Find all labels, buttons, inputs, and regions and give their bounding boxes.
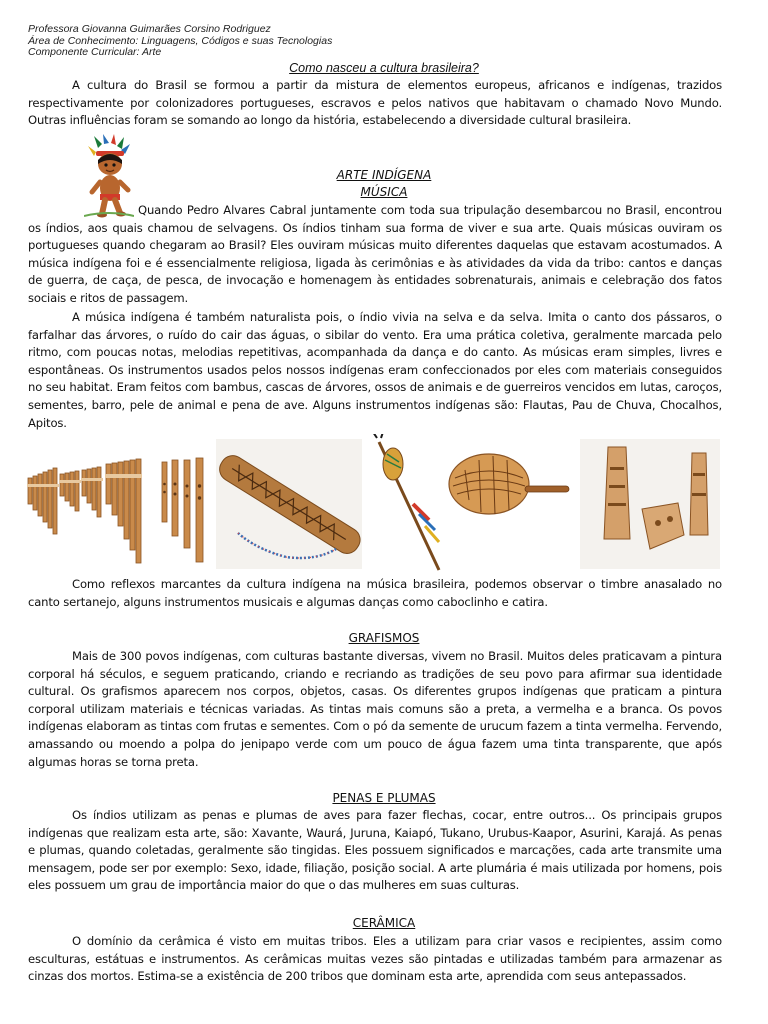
clay-whistle-icon (580, 439, 720, 569)
musica-paragraph-1: Quando Pedro Alvares Cabral juntamente com toda sua tripulação desembarcou no Brasil, encontrou os índios, aos quais chamou de selvagens. Os índios tinham sua forma de viver e sua arte. Quais músicas ouviram os portugueses quando chegaram ao Brasil? Eles ouviram músicas muito diferentes daquelas que estavam acostumados. A música indígena foi e é essencialmente religiosa, ligada às cerimônias e às atividades da vida da tribo: cantos e danças de guerra, de caça, de pesca, de invocação e homenagem às entidades sobrenaturais, animais e celebração dos fatos sociais e ritos de passagem. (28, 203, 722, 305)
document-header (28, 24, 332, 59)
section-heading-arte-indigena: ARTE INDÍGENA (336, 168, 432, 182)
teacher-name: Professora Giovanna Guimarães Corsino Rodriguez (28, 23, 271, 35)
section-heading-penas-e-plumas: PENAS E PLUMAS (332, 791, 436, 805)
rainstick-icon (216, 439, 362, 569)
curricular-component: Componente Curricular: Arte (28, 46, 162, 58)
musica-paragraph-3: Como reflexos marcantes da cultura indígena na música brasileira, podemos observar o timbre anasalado no canto sertanejo, alguns instrumentos musicais e algumas danças como caboclinho e catira. (28, 577, 722, 609)
musica-paragraph-2: A música indígena é também naturalista pois, o índio vivia na selva e da selva. Imita o canto dos pássaros, o farfalhar das árvores, o ruído do cair das águas, o sibilar do vento. Era uma prática coletiva, geralmente marcada pelo ritmo, com poucas notas, melodias repetitivas, acompanhada da dança e do canto. As músicas eram simples, livres e espontâneas. Os instrumentos usados pelos nossos indígenas eram confeccionados por eles com materiais conseguidos no seu habitat. Eram feitos com bambus, cascas de árvores, ossos de animais e de guerreiros vencidos em lutas, caroços, sementes, barro, pele de animal e pena de ave. Alguns instrumentos indígenas são: Flautas, Pau de Chuva, Chocalhos, Apitos. (28, 310, 722, 430)
ceramica-paragraph: O domínio da cerâmica é visto em muitas tribos. Eles a utilizam para criar vasos e recipientes, assim como esculturas, estátuas e instrumentos. As cerâmicas muitas vezes são pintadas e utilizadas também para armazenar as cinzas dos mortos. Estima-se a existência de 200 tribos que dominam esta arte, aprendida com seus antepassados. (28, 934, 722, 984)
section-heading-grafismos: GRAFISMOS (348, 631, 420, 645)
intro-paragraph: A cultura do Brasil se formou a partir da mistura de elementos europeus, africanos e indígenas, trazidos respectivamente por colonizadores portugueses, escravos e pelos nativos que habitavam o chamado Novo Mundo. Outras influências foram se somando ao longo da história, estabelecendo a diversidade cultural brasileira. (28, 78, 722, 128)
penas-paragraph: Os índios utilizam as penas e plumas de aves para fazer flechas, cocar, entre outros... Os principais grupos indígenas que realizam esta arte, são: Xavante, Waurá, Juruna, Kaiapó, Tukano, Urubus-Kaapor, Asurini, Karajá. As penas e plumas, quando coletadas, geralmente são tingidas. Eles possuem significados e marcações, cada arte transmite uma mensagem, pode ser por exemplo: Sexo, idade, filiação, posição social. A arte plumária é mais utilizada por homens, pois eles possuem um grau de importância maior do que o das mulheres em suas culturas. (28, 808, 722, 893)
section-heading-musica: MÚSICA (360, 185, 408, 199)
section-heading-ceramica: CERÂMICA (352, 916, 416, 930)
page-title: Como nasceu a cultura brasileira? (289, 61, 479, 75)
grafismos-paragraph: Mais de 300 povos indígenas, com culturas bastante diversas, vivem no Brasil. Muitos deles praticavam a pintura corporal há séculos, e seguem praticando, criando e recriando as tradições de seu povo para afirmar sua identidade cultural. Os grafismos aparecem nos corpos, objetos, casas. Os diferentes grupos indígenas que praticam a pintura corporal utilizam materiais e técnicas variadas. As tintas mais comuns são a preta, a vermelha e a branca. Os povos indígenas elaboram as tintas com frutas e sementes. Com o pó da semente de urucum fazem a tinta vermelha. Fervendo, amassando ou moendo a polpa do jenipapo verde com um pouco de água fazem uma tinta transparente, que após algumas horas se torna preta. (28, 649, 722, 769)
instrument-photos (24, 434, 720, 574)
knowledge-area: Área de Conhecimento: Linguagens, Códigos e suas Tecnologias (28, 34, 333, 47)
rattle-icon (369, 434, 579, 574)
pan-flute-icon (24, 434, 210, 574)
